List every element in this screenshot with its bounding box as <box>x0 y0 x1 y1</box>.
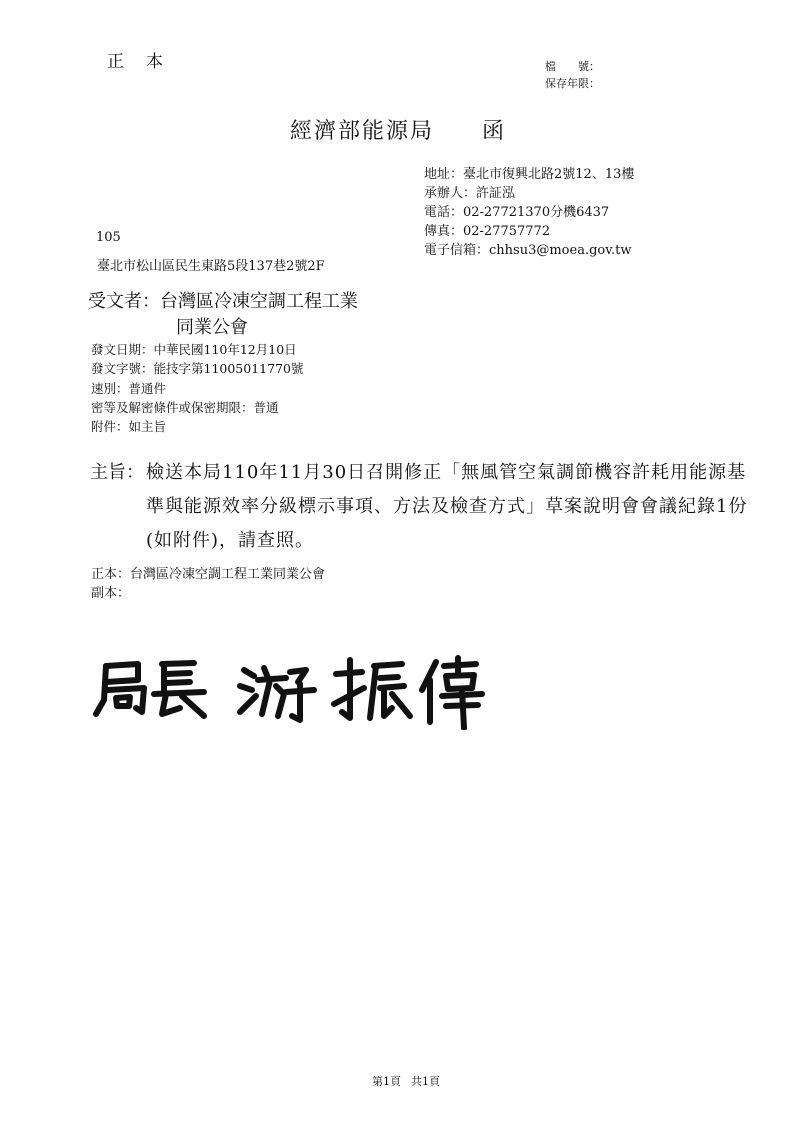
signature-image <box>92 650 492 730</box>
document-number: 發文字號：能技字第11005011770號 <box>91 361 304 377</box>
distribution-block <box>91 565 325 603</box>
recipient-line-1: 受文者：台灣區冷凍空調工程工業 <box>88 291 358 312</box>
agency-info <box>424 165 634 260</box>
subject-text: 檢送本局110年11月30日召開修正「無風管空氣調節機容許耗用能源基準與能源效率分級標示事項、方法及檢查方式」草案說明會會議紀錄1份(如附件)，請查照。 <box>146 462 748 551</box>
delivery-speed: 速別：普通件 <box>91 380 167 396</box>
agency-email: 電子信箱：chhsu3@moea.gov.tw <box>424 243 632 258</box>
page-footer <box>372 1073 440 1089</box>
copy-type-mark <box>107 47 165 72</box>
issue-date: 發文日期：中華民國110年12月10日 <box>91 342 297 357</box>
agency-fax: 傳真：02-27757772 <box>424 224 551 239</box>
recipient-address: 臺北市松山區民生東路5段137巷2號2F <box>97 259 325 274</box>
copy-type-char-1: 正 <box>107 52 126 72</box>
contact-person: 承辦人：許証泓 <box>424 186 516 201</box>
agency-phone: 電話：02-27721370分機6437 <box>424 205 610 220</box>
subject-label: 主旨： <box>90 462 144 483</box>
director-signature <box>92 650 492 730</box>
carbon-copy: 副本： <box>91 586 131 601</box>
primary-recipient: 正本：台灣區冷凍空調工程工業同業公會 <box>91 567 326 582</box>
recipient-postal-code: 105 <box>96 230 121 245</box>
agency-address: 地址：臺北市復興北路2號12、13樓 <box>424 167 635 182</box>
recipient-line-2: 同業公會 <box>176 317 248 338</box>
copy-type-char-2: 本 <box>146 52 165 72</box>
document-title: 經濟部能源局 函 <box>290 119 507 144</box>
file-meta <box>545 58 600 92</box>
file-number-label: 檔 號： <box>545 60 600 73</box>
page-number: 第1頁 <box>372 1075 401 1088</box>
retention-period-label: 保存年限： <box>545 77 600 90</box>
attachment: 附件：如主旨 <box>91 419 167 435</box>
page-total: 共1頁 <box>411 1075 440 1088</box>
classification: 密等及解密條件或保密期限：普通 <box>91 399 279 415</box>
document-fields <box>91 340 303 436</box>
